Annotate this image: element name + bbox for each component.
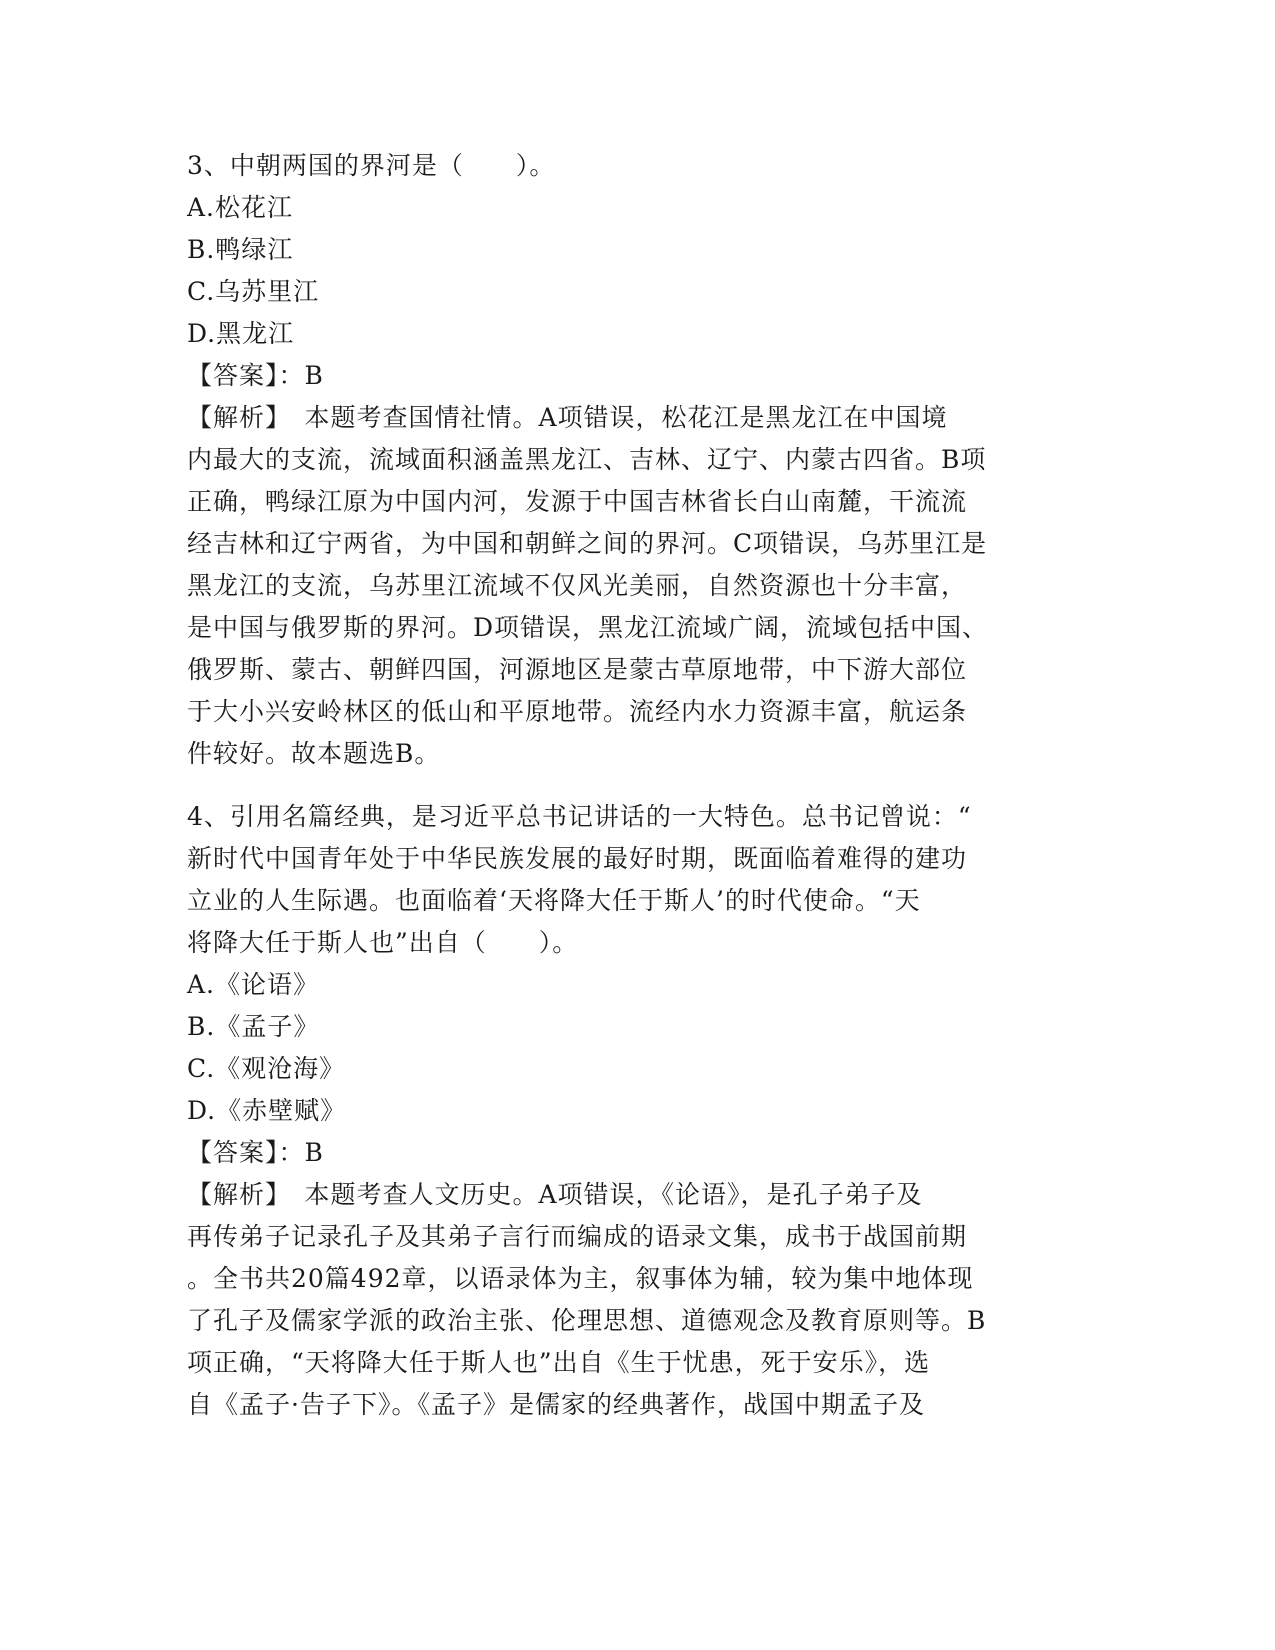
question-stem-line: 4、引用名篇经典，是习近平总书记讲话的一大特色。总书记曾说：“ <box>187 802 972 831</box>
analysis-line: 。全书共20篇492章，以语录体为主，叙事体为辅，较为集中地体现 <box>187 1264 974 1293</box>
analysis-line: 再传弟子记录孔子及其弟子言行而编成的语录文集，成书于战国前期 <box>187 1222 968 1251</box>
question-stem: 3、中朝两国的界河是（ ）。 <box>187 151 556 180</box>
analysis-line: 了孔子及儒家学派的政治主张、伦理思想、道德观念及教育原则等。B <box>187 1306 987 1335</box>
answer-line: 【答案】：B <box>187 1138 324 1167</box>
option-c: C.《观沧海》 <box>187 1054 346 1083</box>
option-a: A.松花江 <box>187 193 294 222</box>
answer-line: 【答案】：B <box>187 361 324 390</box>
analysis-line: 正确，鸭绿江原为中国内河，发源于中国吉林省长白山南麓，干流流 <box>187 487 968 516</box>
option-b: B.鸭绿江 <box>187 235 294 264</box>
analysis-line: 于大小兴安岭林区的低山和平原地带。流经内水力资源丰富，航运条 <box>187 697 968 726</box>
analysis-line: 俄罗斯、蒙古、朝鲜四国，河源地区是蒙古草原地带，中下游大部位 <box>187 655 968 684</box>
analysis-line: 经吉林和辽宁两省，为中国和朝鲜之间的界河。C项错误，乌苏里江是 <box>187 529 988 558</box>
option-d: D.黑龙江 <box>187 319 295 348</box>
question-3 <box>187 145 1067 775</box>
analysis-line: 内最大的支流，流域面积涵盖黑龙江、吉林、辽宁、内蒙古四省。B项 <box>187 445 987 474</box>
analysis-line: 项正确，“天将降大任于斯人也”出自《生于忧患，死于安乐》，选 <box>187 1348 931 1377</box>
analysis-block <box>187 397 1067 775</box>
option-a: A.《论语》 <box>187 970 320 999</box>
question-stem-line: 将降大任于斯人也”出自（ ）。 <box>187 928 579 957</box>
option-c: C.乌苏里江 <box>187 277 320 306</box>
analysis-line: 【解析】 本题考查人文历史。A项错误，《论语》，是孔子弟子及 <box>187 1180 923 1209</box>
question-stem-line: 立业的人生际遇。也面临着‘天将降大任于斯人’的时代使命。“天 <box>187 886 921 915</box>
option-d: D.《赤壁赋》 <box>187 1096 347 1125</box>
analysis-line: 自《孟子·告子下》。《孟子》是儒家的经典著作，战国中期孟子及 <box>187 1390 925 1419</box>
question-stem-line: 新时代中国青年处于中华民族发展的最好时期，既面临着难得的建功 <box>187 844 968 873</box>
analysis-line: 件较好。故本题选B。 <box>187 739 441 768</box>
question-4 <box>187 796 1067 1426</box>
analysis-line: 是中国与俄罗斯的界河。D项错误，黑龙江流域广阔，流域包括中国、 <box>187 613 989 642</box>
analysis-line: 【解析】 本题考查国情社情。A项错误，松花江是黑龙江在中国境 <box>187 403 948 432</box>
analysis-line: 黑龙江的支流，乌苏里江流域不仅风光美丽，自然资源也十分丰富， <box>187 571 968 600</box>
analysis-block <box>187 1174 1067 1426</box>
question-stem <box>187 796 1067 964</box>
option-b: B.《孟子》 <box>187 1012 320 1041</box>
